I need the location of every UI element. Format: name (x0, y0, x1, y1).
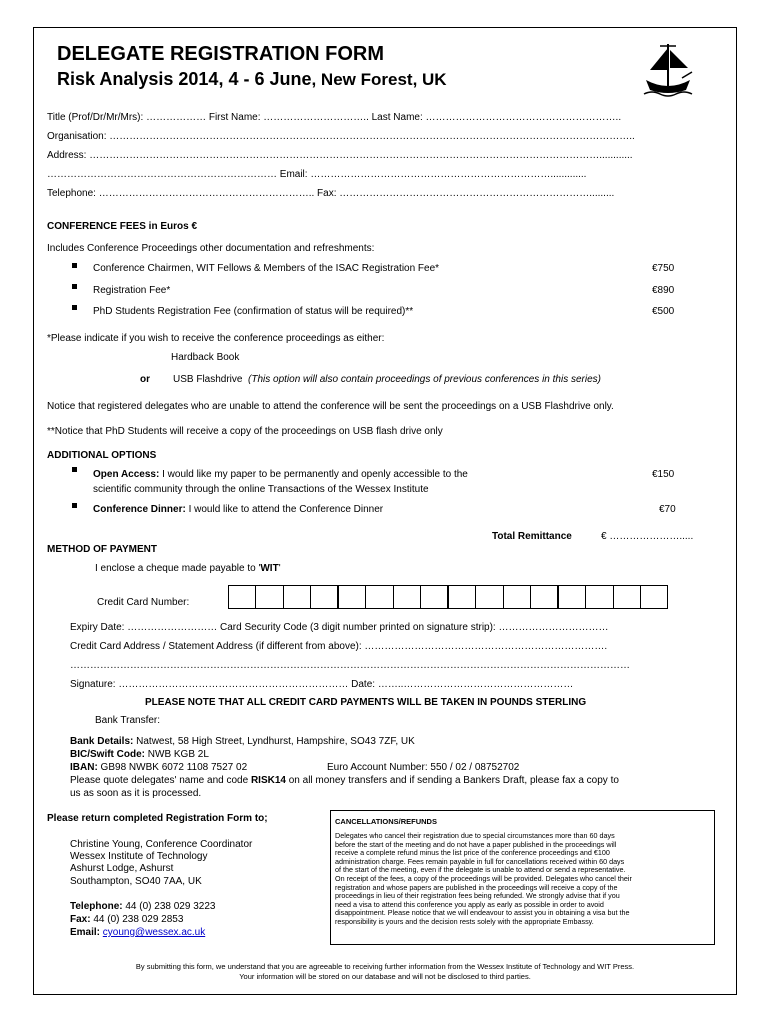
quote-instructions: Please quote delegates' name and code RISK14 on all money transfers and if sending a Bankers Draft, please fax a copy to (70, 775, 619, 786)
contact-address-2: Southampton, SO40 7AA, UK (70, 876, 202, 887)
organisation-field[interactable]: Organisation: ………………………………………………………………………………………………………………………………………….. (47, 131, 635, 142)
contact-telephone: Telephone: 44 (0) 238 029 3223 (70, 901, 216, 912)
address-email-field[interactable]: …………………………………………………………… Email: ………………………………………………………………............. (47, 169, 587, 180)
option-usb[interactable]: USB Flashdrive (This option will also contain proceedings of previous conferences in this series) (173, 374, 601, 385)
fee-item-amount: €890 (652, 285, 675, 296)
iban: IBAN: GB98 NWBK 6072 1108 7527 02 (70, 762, 248, 773)
footer-line-2: Your information will be stored on our database and will not be disclosed to third parties. (239, 972, 531, 981)
cancellations-heading: CANCELLATIONS/REFUNDS (335, 817, 437, 826)
card-number-label: Credit Card Number: (97, 597, 190, 608)
telephone-fax-field[interactable]: Telephone: ……………………………………………………….. Fax: …………………………………………………………………......... (47, 188, 615, 199)
bank-transfer-label: Bank Transfer: (95, 715, 161, 726)
ship-icon (638, 40, 698, 100)
bullet-icon (72, 467, 77, 472)
or-label: or (140, 374, 150, 385)
fee-item-label: Registration Fee* (93, 285, 171, 296)
name-fields[interactable]: Title (Prof/Dr/Mr/Mrs): ……………… First Name: ………………………….. Last Name: ………………………………………………….. (47, 112, 622, 123)
bullet-icon (72, 305, 77, 310)
bullet-icon (72, 263, 77, 268)
usb-notice: Notice that registered delegates who are unable to attend the conference will be sent the proceedings on a USB Flashdrive only. (47, 401, 614, 412)
form-subtitle: Risk Analysis 2014, 4 - 6 June, New Forest, UK (57, 69, 447, 89)
contact-fax: Fax: 44 (0) 238 029 2853 (70, 914, 184, 925)
fee-item-amount: €500 (652, 306, 675, 317)
footer-line-1: By submitting this form, we understand that you are agreeable to receiving further information from the Wessex Institute of Technology and WIT Press. (135, 962, 635, 971)
contact-org: Wessex Institute of Technology (70, 851, 208, 862)
additional-heading: ADDITIONAL OPTIONS (47, 450, 157, 461)
form-title: DELEGATE REGISTRATION FORM (57, 43, 385, 65)
fee-item-label: Conference Chairmen, WIT Fellows & Members of the ISAC Registration Fee* (93, 263, 440, 274)
dinner-amount: €70 (659, 504, 676, 515)
cheque-option[interactable]: I enclose a cheque made payable to 'WIT' (95, 563, 281, 574)
bic-code: BIC/Swift Code: NWB KGB 2L (70, 749, 209, 760)
fees-intro: Includes Conference Proceedings other documentation and refreshments: (47, 243, 375, 254)
phd-notice: **Notice that PhD Students will receive a copy of the proceedings on USB flash drive only (47, 426, 443, 437)
cancellations-text: Delegates who cancel their registration due to special circumstances more than 60 days before the start of the meeting and do not have a paper published in the proceedings will receive a complete refund minus the list price of the conference proceedings and €100 administration charge. Fees remain payable in full for cancellations received within 60 days of the start of the meeting, even if the delegate is unable to attend or send a representative. On receipt of the fees, a copy of the proceedings will be provided. Delegates who cancel their registration and whose papers are published in the proceedings will receive a copy of the proceedings in lieu of their registration fees being refunded. We strongly advise that if you need a visa to attend this conference you apply as early as possible in order to avoid disappointment. Please notice that we will endeavour to assist you in obtaining a visa but the responsibility is yours and the decision rests solely with the appropriate Embassy. (335, 831, 632, 926)
option-hardback[interactable]: Hardback Book (171, 352, 240, 363)
contact-name: Christine Young, Conference Coordinator (70, 839, 253, 850)
dinner-option[interactable]: Conference Dinner: I would like to attend the Conference Dinner (93, 504, 384, 515)
proceedings-prompt: *Please indicate if you wish to receive the conference proceedings as either: (47, 333, 385, 344)
open-access-amount: €150 (652, 469, 675, 480)
contact-email: Email: cyoung@wessex.ac.uk (70, 927, 206, 938)
expiry-security-field[interactable]: Expiry Date: ……………………… Card Security Code (3 digit number printed on signature strip): …………………………… (70, 622, 609, 633)
email-link[interactable]: cyoung@wessex.ac.uk (102, 927, 206, 938)
address-field[interactable]: Address: ………………………………………………………………………………………………………………………………………............ (47, 150, 633, 161)
open-access-option[interactable]: Open Access: I would like my paper to be permanently and openly accessible to the (93, 469, 468, 480)
euro-account: Euro Account Number: 550 / 02 / 08752702 (327, 762, 520, 773)
card-address-field-2[interactable]: …………………………………………………………………………………………………………………………………………………… (70, 660, 630, 671)
open-access-text: scientific community through the online Transactions of the Wessex Institute (93, 484, 429, 495)
fees-heading: CONFERENCE FEES in Euros € (47, 221, 198, 232)
fee-item-label: PhD Students Registration Fee (confirmation of status will be required)** (93, 306, 414, 317)
total-field[interactable]: € …………………..... (601, 531, 694, 542)
contact-address-1: Ashurst Lodge, Ashurst (70, 863, 174, 874)
return-heading: Please return completed Registration Form to; (47, 813, 268, 824)
card-address-field[interactable]: Credit Card Address / Statement Address (if different from above): ………………………………………………………………. (70, 641, 608, 652)
bullet-icon (72, 503, 77, 508)
quote-instructions-2: us as soon as it is processed. (70, 788, 202, 799)
fee-item-amount: €750 (652, 263, 675, 274)
sterling-note: PLEASE NOTE THAT ALL CREDIT CARD PAYMENTS WILL BE TAKEN IN POUNDS STERLING (145, 697, 587, 708)
payment-heading: METHOD OF PAYMENT (47, 544, 158, 555)
bank-details: Bank Details: Natwest, 58 High Street, Lyndhurst, Hampshire, SO43 7ZF, UK (70, 736, 415, 747)
signature-date-field[interactable]: Signature: …………………………………………………………… Date: ……..…………………………………………… (70, 679, 574, 690)
card-number-input[interactable] (228, 585, 668, 609)
total-label: Total Remittance (492, 531, 572, 542)
bullet-icon (72, 284, 77, 289)
